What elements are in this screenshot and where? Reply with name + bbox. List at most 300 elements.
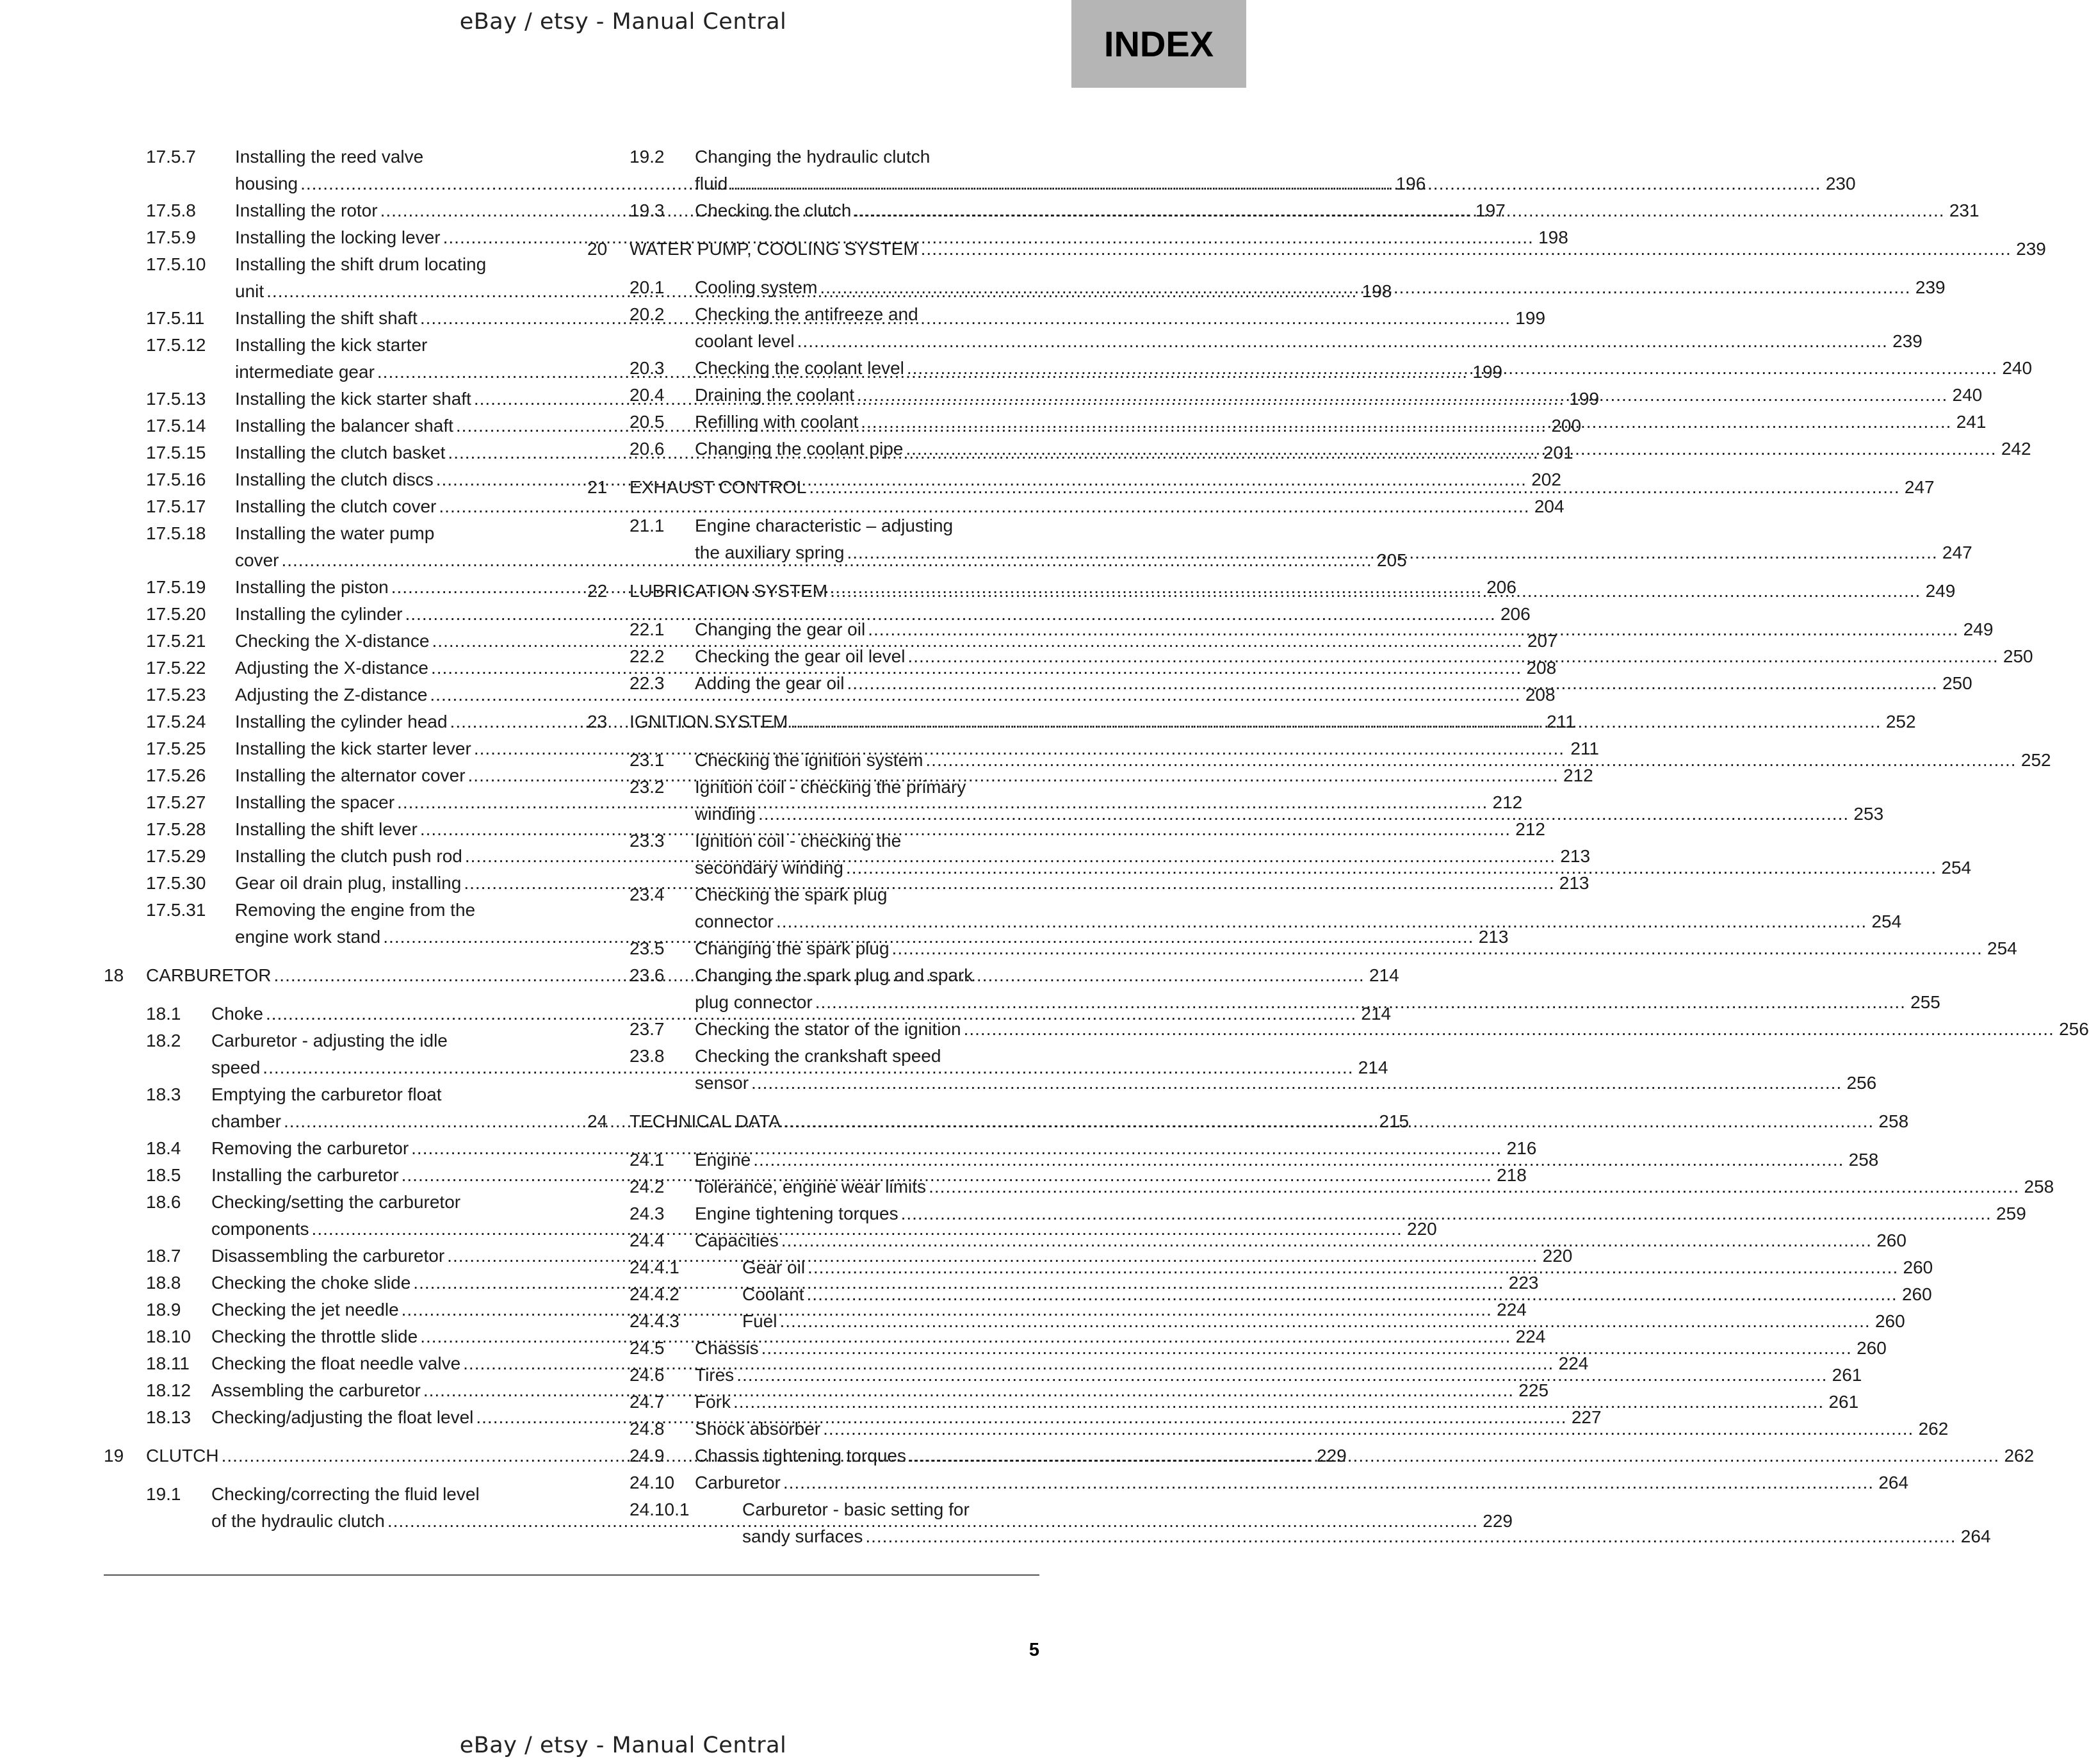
- toc-entry-title-line: coolant level: [695, 331, 795, 351]
- toc-entry-page: 208: [1526, 658, 1557, 678]
- toc-entry-title: [695, 1016, 2089, 1043]
- dot-leader: [861, 409, 1951, 436]
- toc-entry-page: 208: [1525, 685, 1556, 705]
- toc-entry-number: 18.3: [146, 1084, 181, 1104]
- dot-leader: [761, 1335, 1852, 1362]
- toc-entry-title: [630, 708, 1916, 735]
- toc-entry-title-line: Checking the antifreeze and: [695, 304, 918, 324]
- toc-entry-number: 17.5.13: [146, 389, 206, 409]
- toc-entry-title-line: unit: [235, 281, 264, 301]
- toc-entry-number: 24.10: [630, 1473, 675, 1492]
- toc-entry-title-line: Draining the coolant: [695, 385, 855, 405]
- dot-leader: [906, 436, 1996, 462]
- dot-leader: [807, 1281, 1898, 1308]
- toc-entry-page: 241: [1956, 412, 1987, 432]
- toc-entry-title: [695, 1200, 2026, 1227]
- toc-entry-page: 252: [2020, 750, 2051, 770]
- toc-entry-title-line: IGNITION SYSTEM: [630, 712, 788, 731]
- toc-entry-page: 213: [1478, 927, 1509, 947]
- toc-entry-number: 18.10: [146, 1327, 191, 1346]
- toc-entry-number: 17.5.15: [146, 443, 206, 462]
- toc-entry-title-line: Checking the spark plug: [695, 885, 888, 904]
- toc-entry-title: [695, 1442, 2034, 1469]
- toc-entry-page: 239: [1892, 331, 1922, 351]
- toc-entry-page: 224: [1515, 1327, 1546, 1346]
- dot-leader: [868, 616, 1958, 643]
- toc-entry-number: 24.9: [630, 1446, 665, 1466]
- toc-entry-title-line: Tires: [695, 1365, 735, 1385]
- toc-entry-page: 253: [1853, 804, 1884, 824]
- toc-entry-title-line: Installing the shift drum locating: [235, 254, 487, 274]
- toc-entry-number: 20.6: [630, 439, 665, 459]
- toc-entry-title-line: Installing the kick starter shaft: [235, 389, 471, 409]
- toc-entry-page: 249: [1963, 619, 1994, 639]
- toc-entry-page: 206: [1486, 577, 1516, 597]
- toc-entry-number: 23.6: [630, 965, 665, 985]
- toc-entry-page: 249: [1925, 581, 1956, 601]
- toc-entry-title-line: EXHAUST CONTROL: [630, 477, 807, 497]
- toc-entry-title-line: Engine: [695, 1150, 751, 1170]
- toc-entry-page: 214: [1361, 1004, 1392, 1024]
- toc-entry-title: [695, 301, 1922, 355]
- toc-entry-number: 20.1: [630, 277, 665, 297]
- toc-entry-number: 23.2: [630, 777, 665, 797]
- toc-entry-page: 260: [1903, 1257, 1933, 1277]
- toc-entry-page: 239: [1915, 277, 1946, 297]
- toc-entry-number: 17.5.22: [146, 658, 206, 678]
- toc-entry-title: [695, 747, 2051, 774]
- toc-entry-page: 255: [1910, 992, 1940, 1012]
- toc-entry-number: 22.2: [630, 646, 665, 666]
- toc-entry-title-line: cover: [235, 550, 279, 570]
- dot-leader: [925, 747, 2016, 774]
- toc-entry-title-line: Installing the shift shaft: [235, 308, 418, 328]
- toc-entry-number: 17.5.26: [146, 765, 206, 785]
- toc-entry-page: 231: [1949, 200, 1979, 220]
- toc-entry-title-line: CLUTCH: [146, 1446, 219, 1466]
- toc-entry-title-line: Checking the clutch: [695, 200, 852, 220]
- toc-entry-number: 17.5.7: [146, 147, 196, 167]
- toc-entry-page: 218: [1497, 1165, 1527, 1185]
- toc-entry-page: 215: [1379, 1111, 1410, 1131]
- toc-entry-title-line: winding: [695, 804, 756, 824]
- toc-entry-title: [695, 616, 1993, 643]
- toc-entry-title-line: Checking/correcting the fluid level: [211, 1484, 480, 1504]
- toc-entry-title: [719, 1308, 1905, 1335]
- dot-leader: [808, 1254, 1898, 1281]
- toc-entry-title: [695, 1362, 1862, 1389]
- toc-entry-number: 19.2: [630, 147, 665, 167]
- toc-entry-page: 258: [1848, 1150, 1879, 1170]
- toc-entry-number: 19: [104, 1446, 124, 1466]
- toc-entry-title-line: Installing the clutch discs: [235, 470, 434, 489]
- toc-entry-page: 225: [1518, 1380, 1549, 1400]
- dot-leader: [781, 1227, 1872, 1254]
- toc-entry-title: [630, 578, 1955, 605]
- toc-entry-title: [695, 274, 1946, 301]
- toc-entry-page: 229: [1317, 1446, 1347, 1466]
- toc-entry-title-line: Choke: [211, 1004, 263, 1024]
- toc-entry-page: 229: [1483, 1511, 1513, 1531]
- toc-entry-number: 18.13: [146, 1407, 191, 1427]
- toc-entry-page: 254: [1871, 911, 1902, 931]
- dot-leader: [736, 1362, 1827, 1389]
- toc-entry-page: 258: [1878, 1111, 1909, 1131]
- toc-entry-page: 214: [1358, 1058, 1388, 1077]
- toc-entry-title-line: chamber: [211, 1111, 281, 1131]
- toc-entry-title-line: plug connector: [695, 992, 813, 1012]
- toc-entry-page: 264: [1960, 1526, 1991, 1546]
- toc-entry-page: 220: [1542, 1246, 1573, 1266]
- toc-entry-number: 22.3: [630, 673, 665, 693]
- toc-entry-number: 18.4: [146, 1138, 181, 1158]
- dot-leader: [892, 935, 1983, 962]
- toc-entry[interactable]: [104, 493, 1565, 520]
- toc-entry-page: 242: [2001, 439, 2031, 459]
- toc-entry-title-line: Removing the carburetor: [211, 1138, 409, 1158]
- toc-entry-number: 20.2: [630, 304, 665, 324]
- toc-entry-title-line: Installing the clutch basket: [235, 443, 446, 462]
- toc-entry-title: [695, 828, 1971, 881]
- toc-entry-title: [630, 1108, 1908, 1135]
- toc-entry-title-line: Checking the X-distance: [235, 631, 430, 651]
- toc-entry-page: 259: [1996, 1204, 2026, 1223]
- toc-entry-number: 17.5.27: [146, 792, 206, 812]
- toc-entry-page: 199: [1472, 362, 1503, 382]
- dot-leader: [751, 1070, 1842, 1097]
- toc-entry-title-line: Tolerance, engine wear limits: [695, 1177, 927, 1196]
- toc-entry-number: 17.5.9: [146, 227, 196, 247]
- dot-leader: [776, 908, 1867, 935]
- toc-entry-page: 224: [1497, 1300, 1527, 1319]
- toc-entry-page: 240: [1952, 385, 1983, 405]
- dot-leader: [964, 1016, 2054, 1043]
- toc-entry-title-line: Gear oil: [742, 1257, 806, 1277]
- toc-entry-title: [695, 774, 1883, 828]
- toc-entry-title-line: Checking the crankshaft speed: [695, 1046, 941, 1066]
- toc-entry-title-line: Ignition coil - checking the primary: [695, 777, 966, 797]
- toc-entry-number: 24.4.3: [630, 1311, 679, 1331]
- toc-entry-page: 213: [1559, 873, 1589, 893]
- toc-entry-title-line: Checking the gear oil level: [695, 646, 906, 666]
- dot-leader: [857, 382, 1947, 409]
- toc-entry-title-line: Disassembling the carburetor: [211, 1246, 445, 1266]
- dot-leader: [854, 197, 1944, 224]
- toc-entry-title-line: Chassis tightening torques: [695, 1446, 906, 1466]
- header-watermark: eBay / etsy - Manual Central: [459, 9, 787, 35]
- toc-entry-number: 17.5.25: [146, 739, 206, 758]
- toc-entry-number: 18.6: [146, 1192, 181, 1212]
- toc-entry-title-line: Engine tightening torques: [695, 1204, 898, 1223]
- toc-entry-title-line: Installing the spacer: [235, 792, 395, 812]
- toc-entry-title-line: Installing the shift lever: [235, 819, 418, 839]
- toc-entry-number: 24.7: [630, 1392, 665, 1412]
- toc-entry-title-line: Changing the hydraulic clutch: [695, 147, 931, 167]
- toc-entry-title-line: Capacities: [695, 1230, 779, 1250]
- toc-entry[interactable]: [587, 1200, 2026, 1227]
- toc-entry-title-line: Gear oil drain plug, installing: [235, 873, 462, 893]
- toc-entry-page: 262: [2004, 1446, 2035, 1466]
- dot-leader: [830, 578, 1921, 605]
- toc-entry-page: 213: [1560, 846, 1591, 866]
- toc-entry-title-line: engine work stand: [235, 927, 381, 947]
- toc-entry-number: 24.8: [630, 1419, 665, 1439]
- toc-entry-page: 262: [1918, 1419, 1949, 1439]
- dot-leader: [758, 801, 1849, 828]
- toc-entry-page: 198: [1362, 281, 1392, 301]
- toc-entry-number: 21: [587, 477, 608, 497]
- toc-entry-page: 204: [1534, 496, 1565, 516]
- toc-entry-number: 17.5.8: [146, 200, 196, 220]
- toc-entry-number: 20: [587, 239, 608, 259]
- toc-entry-number: 23.4: [630, 885, 665, 904]
- toc-entry-title-line: Installing the clutch cover: [235, 496, 437, 516]
- toc-entry-page: 212: [1492, 792, 1523, 812]
- toc-entry-title-line: Fuel: [742, 1311, 777, 1331]
- toc-entry-title-line: Installing the kick starter lever: [235, 739, 471, 758]
- toc-entry-title-line: secondary winding: [695, 858, 843, 878]
- toc-entry-title-line: housing: [235, 174, 298, 193]
- page-number: 5: [1028, 1640, 1039, 1660]
- toc-entry-title-line: Adjusting the X-distance: [235, 658, 428, 678]
- toc-entry-page: 220: [1407, 1219, 1437, 1239]
- toc-entry-title: [695, 670, 1972, 697]
- toc-entry-title-line: Installing the alternator cover: [235, 765, 466, 785]
- toc-entry-page: 211: [1570, 739, 1599, 758]
- dot-leader: [929, 1173, 2019, 1200]
- toc-entry-title-line: TECHNICAL DATA: [630, 1111, 781, 1131]
- toc-entry-number: 17.5.11: [146, 308, 205, 328]
- toc-entry-page: 264: [1878, 1473, 1909, 1492]
- toc-entry-title-line: components: [211, 1219, 309, 1239]
- toc-entry-number: 17.5.17: [146, 496, 206, 516]
- toc-entry-page: 256: [2059, 1019, 2089, 1039]
- toc-entry-page: 258: [2024, 1177, 2054, 1196]
- toc-entry-number: 18.11: [146, 1353, 190, 1373]
- toc-entry-number: 17.5.23: [146, 685, 206, 705]
- toc-entry-title: [719, 1254, 1933, 1281]
- toc-entry-title-line: sandy surfaces: [742, 1526, 863, 1546]
- toc-entry-title-line: speed: [211, 1058, 261, 1077]
- toc-entry-number: 22: [587, 581, 608, 601]
- toc-entry-title: [695, 881, 1901, 935]
- toc-entry-number: 17.5.28: [146, 819, 206, 839]
- toc-entry-title-line: Checking the ignition system: [695, 750, 923, 770]
- toc-entry-page: 198: [1538, 227, 1568, 247]
- toc-entry-title-line: Changing the coolant pipe: [695, 439, 904, 459]
- toc-entry-page: 205: [1376, 550, 1407, 570]
- toc-entry-number: 24.2: [630, 1177, 665, 1196]
- toc-entry-title: [695, 143, 1856, 197]
- toc-entry-title-line: Removing the engine from the: [235, 900, 476, 920]
- toc-entry-title: [695, 409, 1986, 436]
- dot-leader: [779, 1308, 1870, 1335]
- toc-entry-title-line: Changing the gear oil: [695, 619, 866, 639]
- toc-entry-title-line: LUBRICATION SYSTEM: [630, 581, 828, 601]
- toc-entry-number: 17.5.29: [146, 846, 206, 866]
- toc-entry-number: 24.6: [630, 1365, 665, 1385]
- toc-entry-page: 240: [2002, 358, 2033, 378]
- toc-entry-title-line: Installing the cylinder: [235, 604, 403, 624]
- toc-entry-number: 18: [104, 965, 124, 985]
- toc-entry-page: 260: [1901, 1284, 1932, 1304]
- toc-entry-title-line: Carburetor: [695, 1473, 781, 1492]
- toc-entry-title: [695, 355, 2032, 382]
- toc-entry-title: [695, 1335, 1887, 1362]
- toc-entry-page: 201: [1543, 443, 1573, 462]
- toc-entry-number: 19.1: [146, 1484, 181, 1504]
- toc-entry-page: 197: [1475, 200, 1506, 220]
- toc-entry-title-line: Installing the piston: [235, 577, 389, 597]
- toc-entry-page: 216: [1506, 1138, 1537, 1158]
- toc-entry-title-line: Checking the jet needle: [211, 1300, 399, 1319]
- toc-entry-number: 18.1: [146, 1004, 181, 1024]
- toc-entry-page: 211: [1547, 712, 1575, 731]
- dot-leader: [846, 854, 1937, 881]
- toc-entry-title: [695, 1147, 1878, 1173]
- toc-entry-title-line: Changing the spark plug: [695, 938, 890, 958]
- toc-entry-number: 18.9: [146, 1300, 181, 1319]
- toc-entry-page: 199: [1569, 389, 1600, 409]
- toc-entry-title-line: Checking/setting the carburetor: [211, 1192, 461, 1212]
- toc-entry-title: [719, 1496, 1991, 1550]
- toc-entry-title: [695, 1469, 1908, 1496]
- toc-entry-page: 254: [1987, 938, 2017, 958]
- toc-entry-number: 18.8: [146, 1273, 181, 1293]
- dot-leader: [865, 1523, 1956, 1550]
- toc-entry-number: 23.5: [630, 938, 665, 958]
- toc-entry-title-line: fluid: [695, 174, 728, 193]
- toc-entry-page: 212: [1563, 765, 1593, 785]
- toc-entry-page: 214: [1369, 965, 1399, 985]
- toc-entry-title-line: connector: [695, 911, 774, 931]
- toc-entry-title-line: Checking the coolant level: [695, 358, 904, 378]
- toc-entry-number: 18.5: [146, 1165, 181, 1185]
- dot-leader: [753, 1147, 1844, 1173]
- toc-entry-title: [695, 643, 2033, 670]
- toc-entry-title: [719, 1281, 1932, 1308]
- toc-entry-page: 260: [1874, 1311, 1905, 1331]
- toc-entry-number: 24.3: [630, 1204, 665, 1223]
- toc-entry-title: [695, 935, 2017, 962]
- toc-entry-page: 207: [1527, 631, 1557, 651]
- toc-entry-number: 18.2: [146, 1031, 181, 1050]
- toc-entry-title-line: Engine characteristic – adjusting: [695, 516, 954, 535]
- toc-entry-title: [630, 236, 2046, 263]
- toc-entry-number: 24.4.1: [630, 1257, 679, 1277]
- toc-entry-page: 247: [1942, 543, 1972, 562]
- toc-entry-number: 17.5.16: [146, 470, 206, 489]
- toc-entry-title-line: Installing the balancer shaft: [235, 416, 453, 436]
- toc-entry-number: 17.5.18: [146, 523, 206, 543]
- toc-entry-page: 200: [1551, 416, 1582, 436]
- toc-entry-title-line: Checking/adjusting the float level: [211, 1407, 474, 1427]
- toc-entry-number: 23.8: [630, 1046, 665, 1066]
- toc-entry-title-line: Ignition coil - checking the: [695, 831, 902, 851]
- toc-entry-title-line: WATER PUMP, COOLING SYSTEM: [630, 239, 918, 259]
- toc-entry-title-line: Carburetor - adjusting the idle: [211, 1031, 448, 1050]
- toc-entry-title-line: Installing the clutch push rod: [235, 846, 462, 866]
- toc-entry-number: 17.5.19: [146, 577, 206, 597]
- toc-entry-number: 18.7: [146, 1246, 181, 1266]
- dot-leader: [733, 1389, 1824, 1416]
- toc-entry[interactable]: [587, 1469, 1909, 1496]
- toc-entry-number: 17.5.30: [146, 873, 206, 893]
- dot-leader: [783, 1469, 1874, 1496]
- dot-leader: [797, 328, 1888, 355]
- toc-entry-title-line: Adjusting the Z-distance: [235, 685, 428, 705]
- dot-leader: [847, 670, 1938, 697]
- toc-entry-title: [630, 474, 1935, 501]
- toc-entry-title-line: Chassis: [695, 1338, 759, 1358]
- index-tab[interactable]: INDEX: [1071, 0, 1246, 88]
- toc-entry-number: 22.1: [630, 619, 665, 639]
- toc-entry-title-line: Checking the stator of the ignition: [695, 1019, 961, 1039]
- toc-entry-number: 21.1: [630, 516, 665, 535]
- toc-entry-title: [695, 1416, 1948, 1442]
- toc-entry-title: [695, 1227, 1906, 1254]
- toc-entry[interactable]: [104, 601, 1531, 628]
- dot-leader: [783, 1108, 1874, 1135]
- toc-entry-page: 250: [1942, 673, 1972, 693]
- toc-entry-number: 17.5.12: [146, 335, 206, 355]
- toc-entry-title: [695, 382, 1982, 409]
- toc-entry-number: 23: [587, 712, 608, 731]
- dot-leader: [730, 170, 1821, 197]
- dot-leader: [809, 474, 1899, 501]
- toc-entry-page: 252: [1885, 712, 1916, 731]
- toc-entry-number: 20.5: [630, 412, 665, 432]
- toc-entry-number: 17.5.21: [146, 631, 206, 651]
- toc-entry-title: [695, 1173, 2054, 1200]
- toc-entry-title-line: Checking the float needle valve: [211, 1353, 461, 1373]
- toc-entry-page: 224: [1558, 1353, 1589, 1373]
- toc-entry[interactable]: [587, 1016, 2089, 1043]
- toc-entry-title-line: Refilling with coolant: [695, 412, 859, 432]
- toc-entry-number: 17.5.20: [146, 604, 206, 624]
- toc-entry-number: 23.1: [630, 750, 665, 770]
- toc-entry-title: [695, 197, 1979, 224]
- toc-entry-title-line: Assembling the carburetor: [211, 1380, 421, 1400]
- toc-entry-title-line: intermediate gear: [235, 362, 375, 382]
- toc-entry-title-line: Installing the water pump: [235, 523, 435, 543]
- toc-entry-number: 23.7: [630, 1019, 665, 1039]
- toc-entry-number: 20.3: [630, 358, 665, 378]
- toc-entry-number: 24: [587, 1111, 608, 1131]
- toc-entry-title: [695, 512, 1972, 566]
- dot-leader: [909, 1442, 1999, 1469]
- toc-entry-title-line: Installing the kick starter: [235, 335, 428, 355]
- toc-entry-number: 18.12: [146, 1380, 191, 1400]
- toc-entry-title: [695, 1043, 1876, 1097]
- dot-leader: [901, 1200, 1992, 1227]
- toc-entry-number: 23.3: [630, 831, 665, 851]
- toc-entry-title-line: Installing the locking lever: [235, 227, 441, 247]
- toc-entry-page: 247: [1904, 477, 1935, 497]
- dot-leader: [907, 643, 1998, 670]
- toc-entry-number: 24.4: [630, 1230, 665, 1250]
- toc-entry-number: 17.5.14: [146, 416, 206, 436]
- toc-entry-page: 227: [1571, 1407, 1602, 1427]
- toc-entry-title-line: Carburetor - basic setting for: [742, 1499, 970, 1519]
- dot-leader: [823, 1416, 1914, 1442]
- footer-watermark: eBay / etsy - Manual Central: [459, 1733, 787, 1758]
- toc-entry-title-line: of the hydraulic clutch: [211, 1511, 385, 1531]
- dot-leader: [907, 355, 1997, 382]
- toc-entry-title-line: Coolant: [742, 1284, 804, 1304]
- toc-entry-title-line: sensor: [695, 1073, 749, 1093]
- dot-leader: [815, 989, 1906, 1016]
